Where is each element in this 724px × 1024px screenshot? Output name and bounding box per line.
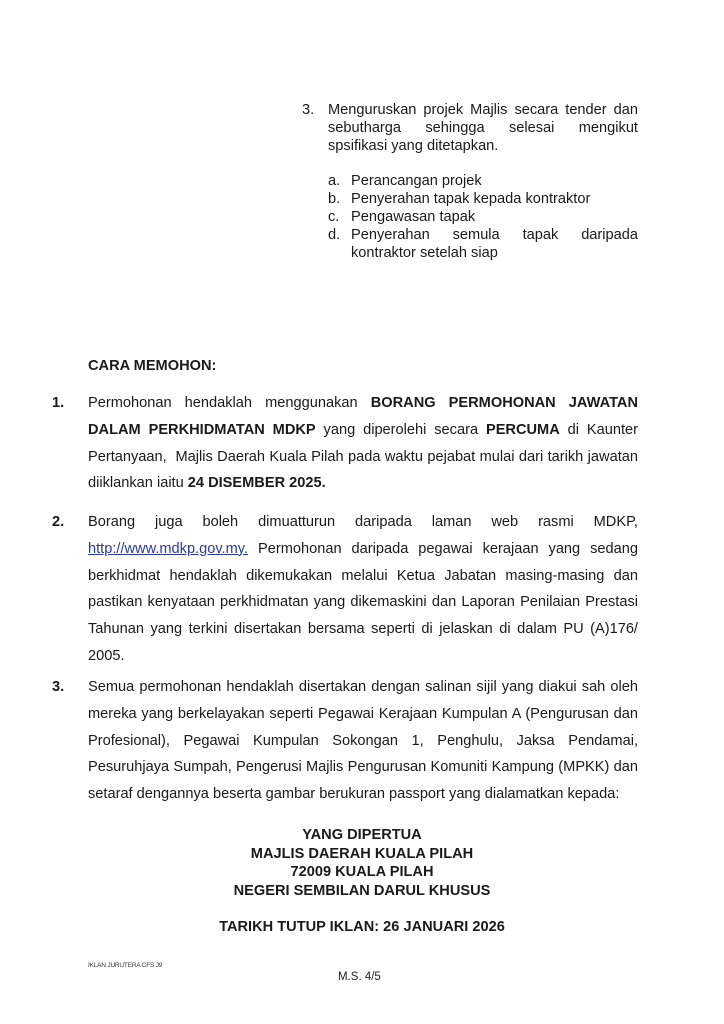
sub-item	[328, 172, 638, 190]
item-line: setaraf dengannya beserta gambar berukuran passport yang dialamatkan kepada:	[88, 786, 620, 803]
sub-item-text: Penyerahan semula tapak daripada	[351, 227, 638, 243]
item-number: 3.	[302, 102, 315, 118]
mailing-address	[0, 826, 724, 900]
sub-item	[328, 190, 638, 208]
item-text-line: sebutharga sehingga selesai mengikut	[328, 120, 638, 136]
item-line: 2005.	[88, 647, 125, 664]
sub-item-text: Penyerahan tapak kepada kontraktor	[351, 191, 591, 207]
item-line: Semua permohonan hendaklah disertakan dengan salinan sijil yang diakui sah oleh	[88, 679, 638, 695]
item-text-line: Menguruskan projek Majlis secara tender dan	[328, 102, 638, 118]
address-line: NEGERI SEMBILAN DARUL KHUSUS	[233, 882, 491, 899]
bold-text-run: DALAM PERKHIDMATAN MDKP	[88, 421, 316, 438]
sub-list	[328, 172, 638, 262]
sub-item-letter: b.	[328, 191, 341, 207]
project-duty-item	[302, 101, 638, 262]
sub-item-text: Pengawasan tapak	[351, 209, 476, 225]
item-line	[88, 470, 638, 497]
sub-item	[328, 226, 638, 262]
item-line: Pesuruhjaya Sumpah, Pengerusi Majlis Pengurusan Komuniti Kampung (MPKK) dan	[88, 759, 638, 776]
item-line: pastikan kenyataan perkhidmatan yang dikemaskini dan Laporan Penilaian Prestasi	[88, 594, 638, 611]
bold-text-run: 24 DISEMBER 2025.	[187, 475, 326, 492]
text-run: Permohonan hendaklah menggunakan	[88, 395, 371, 411]
sub-item	[328, 208, 638, 226]
text-run: di Kaunter	[559, 421, 639, 438]
item-line	[88, 536, 638, 563]
item-line: mereka yang berkelayakan seperti Pegawai Kerajaan Kumpulan A (Pengurusan dan	[88, 705, 638, 722]
bold-text-run: BORANG PERMOHONAN JAWATAN	[370, 395, 638, 411]
text-run: yang diperolehi secara	[315, 421, 486, 438]
item-line: berkhidmat hendaklah dikemukakan melalui Ketua Jabatan masing-masing dan	[88, 567, 638, 584]
item-number: 1.	[52, 395, 65, 411]
sub-item-letter: d.	[328, 227, 341, 243]
item-text-line: spsifikasi yang ditetapkan.	[328, 138, 499, 154]
item-number: 3.	[52, 679, 65, 695]
address-line: MAJLIS DAERAH KUALA PILAH	[250, 845, 474, 862]
address-line: 72009 KUALA PILAH	[290, 864, 434, 880]
sub-item-letter: c.	[328, 209, 340, 225]
item-line: Pertanyaan, Majlis Daerah Kuala Pilah pada waktu pejabat mulai dari tarikh jawatan	[88, 448, 638, 465]
text-run: Permohonan daripada pegawai kerajaan yang sedang	[248, 540, 638, 557]
application-item	[52, 509, 638, 670]
application-item	[52, 674, 638, 808]
sub-item-text: Perancangan projek	[351, 173, 482, 189]
website-link[interactable]: http://www.mdkp.gov.my.	[88, 540, 249, 557]
item-line: Tahunan yang terkini disertakan bersama seperti di jelaskan di dalam PU (A)176/	[88, 621, 638, 638]
item-line: Borang juga boleh dimuatturun daripada laman web rasmi MDKP,	[88, 514, 638, 530]
item-line	[88, 390, 638, 417]
text-run: diiklankan iaitu	[88, 475, 188, 492]
sub-item-letter: a.	[328, 173, 341, 189]
item-number: 2.	[52, 514, 65, 530]
item-line: Profesional), Pegawai Kumpulan Sokongan 1, Penghulu, Jaksa Pendamai,	[88, 732, 638, 749]
section-heading: CARA MEMOHON:	[88, 358, 217, 374]
page-number: M.S. 4/5	[338, 971, 381, 983]
address-line: YANG DIPERTUA	[302, 827, 422, 843]
sub-item-text: kontraktor setelah siap	[351, 245, 498, 261]
bold-text-run: PERCUMA	[485, 421, 560, 438]
closing-date: TARIKH TUTUP IKLAN: 26 JANUARI 2026	[219, 919, 505, 935]
footer-code: IKLAN JURUTERA CFS J9	[88, 962, 163, 969]
application-item	[52, 390, 638, 497]
item-line	[88, 417, 638, 444]
